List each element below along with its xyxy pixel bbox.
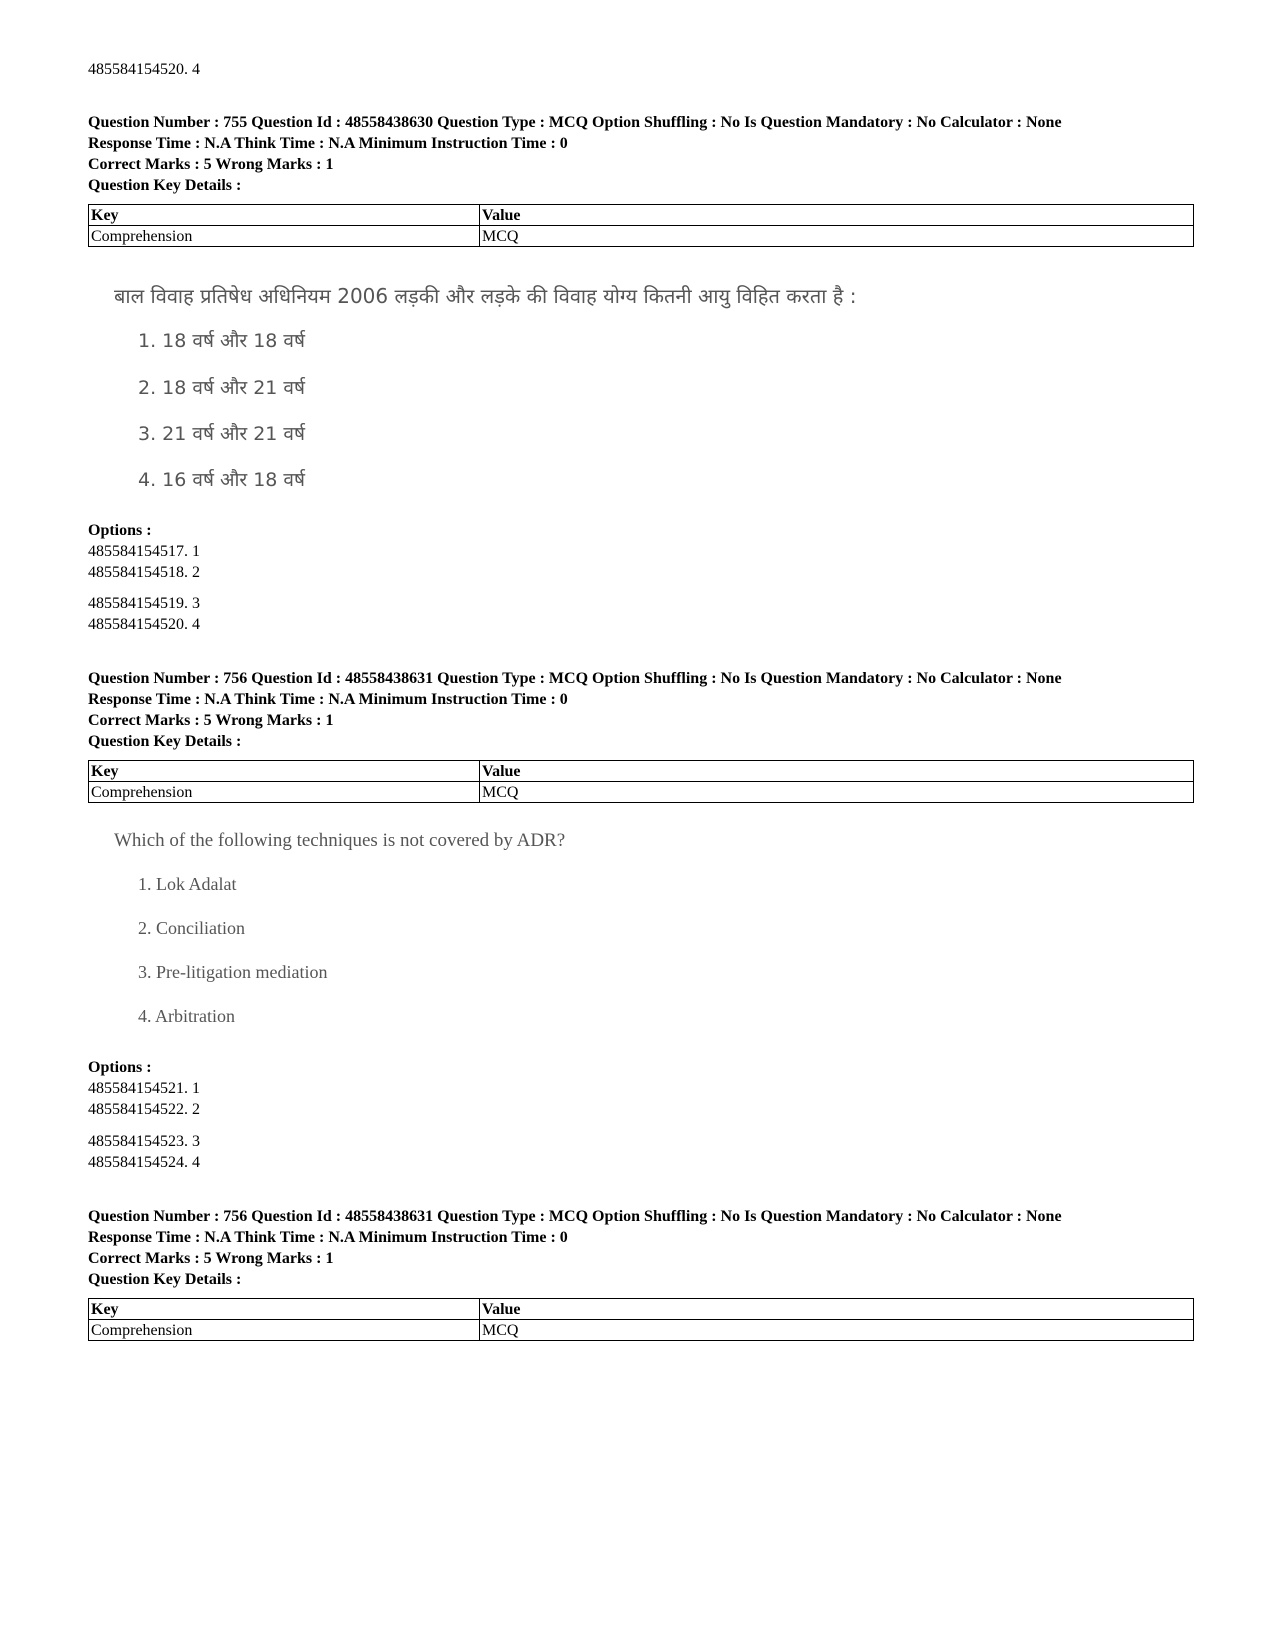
option-id: 485584154519. 3 [88, 595, 200, 612]
table-header-value: Value [480, 1299, 1194, 1320]
option-id: 485584154524. 4 [88, 1154, 200, 1171]
key-details-label: Question Key Details : [88, 1271, 242, 1288]
answer-choice: 2. 18 वर्ष और 21 वर्ष [138, 377, 305, 399]
option-id: 485584154518. 2 [88, 564, 200, 581]
previous-option: 485584154520. 4 [88, 61, 200, 78]
question-meta-line: Question Number : 756 Question Id : 48558438631 Question Type : MCQ Option Shuffling : No Is Question Mandatory : No Calculator : None [88, 670, 1062, 687]
question-meta-line: Question Number : 755 Question Id : 48558438630 Question Type : MCQ Option Shuffling : No Is Question Mandatory : No Calculator : None [88, 114, 1062, 131]
table-header-row [89, 761, 1194, 782]
option-id: 485584154523. 3 [88, 1133, 200, 1150]
question-meta-line: Question Number : 756 Question Id : 48558438631 Question Type : MCQ Option Shuffling : No Is Question Mandatory : No Calculator : None [88, 1208, 1062, 1225]
question-key-table [88, 1298, 1194, 1341]
option-id: 485584154521. 1 [88, 1080, 200, 1097]
options-label: Options : [88, 1059, 152, 1076]
question-key-table [88, 204, 1194, 247]
options-label: Options : [88, 522, 152, 539]
table-header-row [89, 205, 1194, 226]
answer-choice: 2. Conciliation [138, 918, 245, 938]
table-cell-key: Comprehension [89, 226, 480, 247]
response-time-line: Response Time : N.A Think Time : N.A Minimum Instruction Time : 0 [88, 135, 568, 152]
table-row [89, 226, 1194, 247]
table-cell-value: MCQ [480, 782, 1194, 803]
marks-line: Correct Marks : 5 Wrong Marks : 1 [88, 712, 334, 729]
table-header-key: Key [89, 761, 480, 782]
option-id: 485584154517. 1 [88, 543, 200, 560]
table-header-key: Key [89, 1299, 480, 1320]
answer-choice: 1. 18 वर्ष और 18 वर्ष [138, 330, 305, 352]
table-row [89, 1320, 1194, 1341]
question-stem: बाल विवाह प्रतिषेध अधिनियम 2006 लड़की और लड़के की विवाह योग्य कितनी आयु विहित करता है : [114, 284, 857, 308]
table-cell-value: MCQ [480, 226, 1194, 247]
question-stem: Which of the following techniques is not covered by ADR? [114, 830, 566, 851]
table-header-value: Value [480, 761, 1194, 782]
answer-choice: 3. 21 वर्ष और 21 वर्ष [138, 423, 305, 445]
table-header-row [89, 1299, 1194, 1320]
answer-choice: 1. Lok Adalat [138, 874, 237, 894]
answer-choice: 3. Pre-litigation mediation [138, 962, 328, 982]
response-time-line: Response Time : N.A Think Time : N.A Minimum Instruction Time : 0 [88, 691, 568, 708]
option-id: 485584154520. 4 [88, 616, 200, 633]
marks-line: Correct Marks : 5 Wrong Marks : 1 [88, 1250, 334, 1267]
table-cell-key: Comprehension [89, 782, 480, 803]
question-key-table [88, 760, 1194, 803]
table-header-key: Key [89, 205, 480, 226]
answer-choice: 4. 16 वर्ष और 18 वर्ष [138, 469, 305, 491]
table-cell-value: MCQ [480, 1320, 1194, 1341]
table-cell-key: Comprehension [89, 1320, 480, 1341]
key-details-label: Question Key Details : [88, 177, 242, 194]
answer-choice: 4. Arbitration [138, 1006, 235, 1026]
table-header-value: Value [480, 205, 1194, 226]
table-row [89, 782, 1194, 803]
marks-line: Correct Marks : 5 Wrong Marks : 1 [88, 156, 334, 173]
key-details-label: Question Key Details : [88, 733, 242, 750]
option-id: 485584154522. 2 [88, 1101, 200, 1118]
response-time-line: Response Time : N.A Think Time : N.A Minimum Instruction Time : 0 [88, 1229, 568, 1246]
